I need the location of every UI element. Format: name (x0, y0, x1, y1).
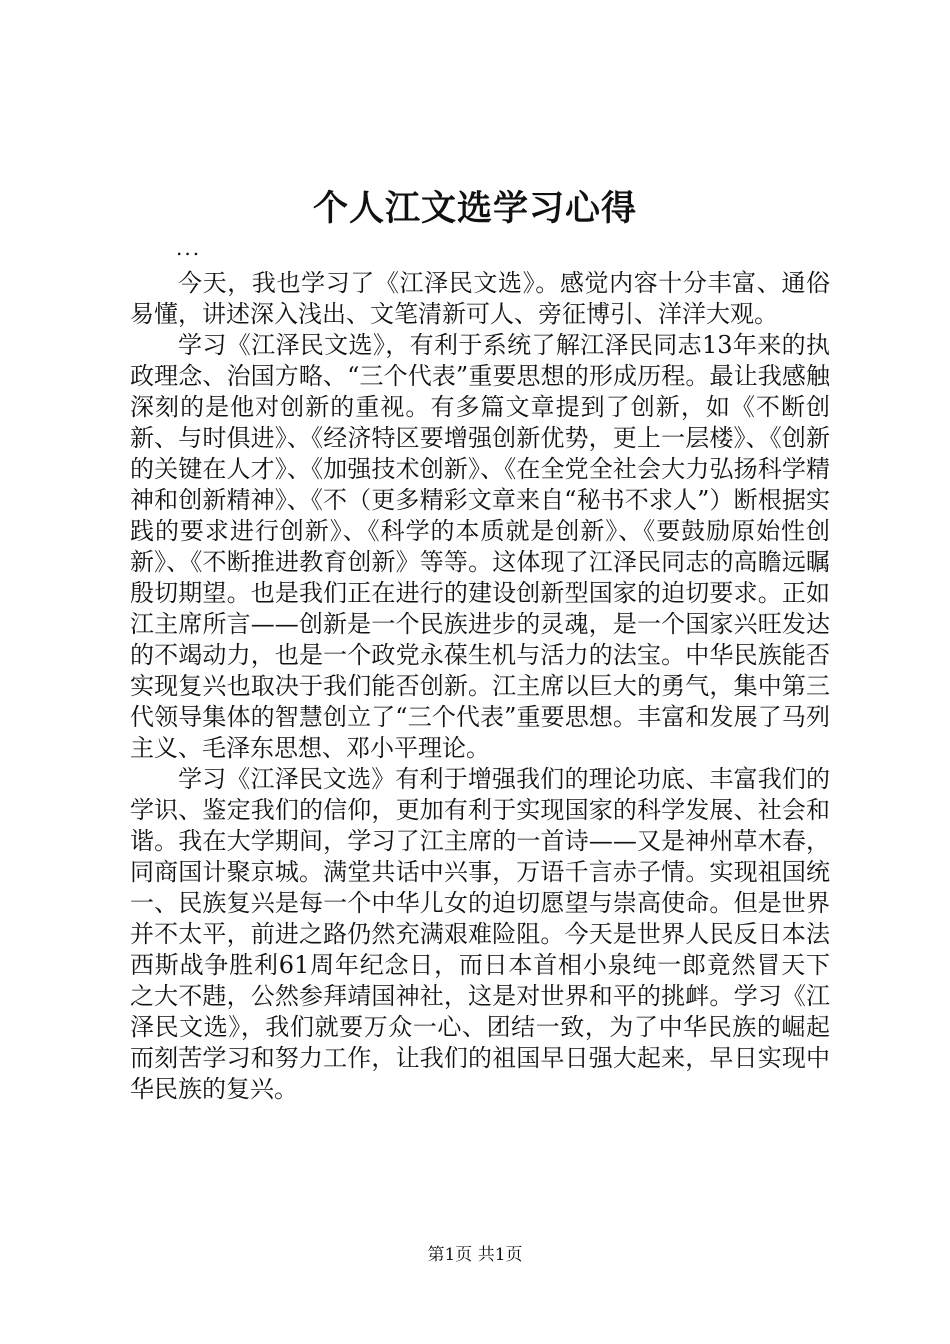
document-title: 个人江文选学习心得 (312, 188, 637, 229)
paragraph: 学习《江泽民文选》，有利于系统了解江泽民同志13年来的执政理念、治国方略、“三个代表”重要思想的形成历程。最让我感触深刻的是他对创新的重视。有多篇文章提到了创新，如《不断创新、与时俱进》、《经济特区要增强创新优势，更上一层楼》、《创新的关键在人才》、《加强技术创新》、《在全党全社会大力弘扬科学精神和创新精神》、《不（更多精彩文章来自“秘书不求人”）断根据实践的要求进行创新》、《科学的本质就是创新》、《要鼓励原始性创新》、《不断推进教育创新》等等。这体现了江泽民同志的高瞻远瞩殷切期望。也是我们正在进行的建设创新型国家的迫切要求。正如江主席所言——创新是一个民族进步的灵魂，是一个国家兴旺发达的不竭动力，也是一个政党永葆生机与活力的法宝。中华民族能否实现复兴也取决于我们能否创新。江主席以巨大的勇气，集中第三代领导集体的智慧创立了“三个代表”重要思想。丰富和发展了马列主义、毛泽东思想、邓小平理论。 (130, 331, 830, 762)
paragraph: 学习《江泽民文选》有利于增强我们的理论功底、丰富我们的学识、鉴定我们的信仰，更加有利于实现国家的科学发展、社会和谐。我在大学期间，学习了江主席的一首诗——又是神州草木春，同商国计聚京城。满堂共话中兴事，万语千言赤子情。实现祖国统一、民族复兴是每一个中华儿女的迫切愿望与崇高使命。但是世界并不太平，前进之路仍然充满艰难险阻。今天是世界人民反日本法西斯战争胜利61周年纪念日，而日本首相小泉纯一郎竟然冒天下之大不韪，公然参拜靖国神社，这是对世界和平的挑衅。学习《江泽民文选》，我们就要万众一心、团结一致，为了中华民族的崛起而刻苦学习和努力工作，让我们的祖国早日强大起来，早日实现中华民族的复兴。 (130, 765, 830, 1103)
document-body (130, 268, 830, 1105)
page-footer: 第1页 共1页 (427, 1245, 523, 1265)
paragraph: 今天，我也学习了《江泽民文选》。感觉内容十分丰富、通俗易懂，讲述深入浅出、文笔清新可人、旁征博引、洋洋大观。 (130, 269, 830, 328)
ellipsis-marker: ... (176, 236, 202, 260)
